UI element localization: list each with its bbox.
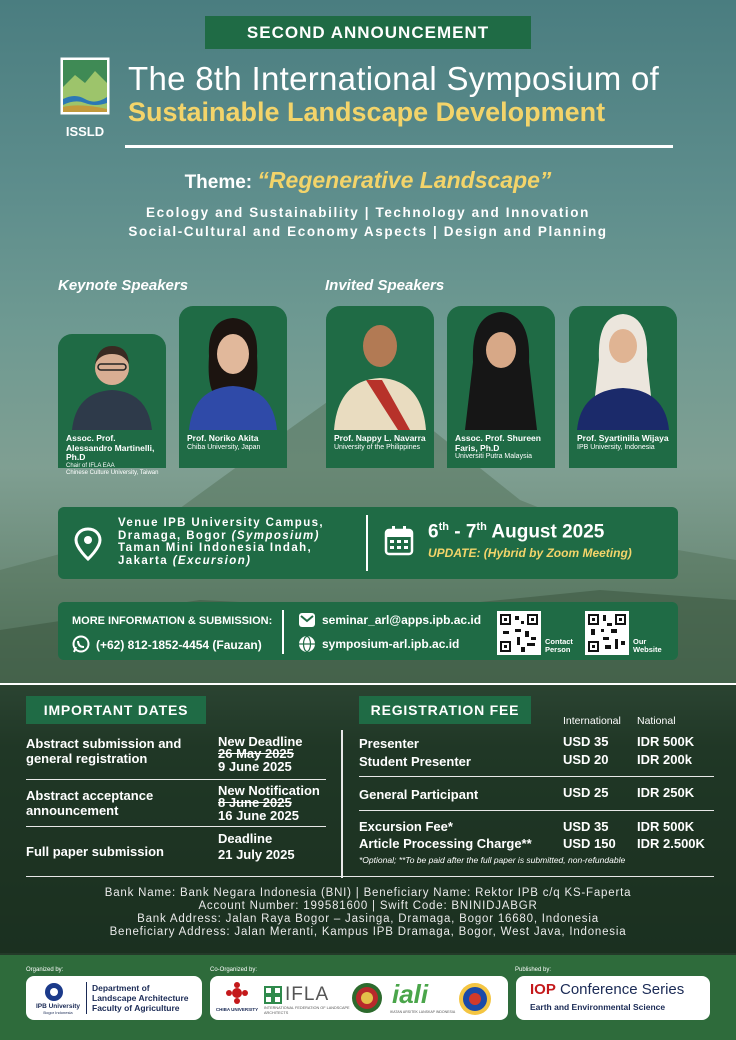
title-divider — [125, 145, 673, 148]
theme-value: “Regenerative Landscape” — [257, 167, 552, 193]
col-international: International — [563, 715, 621, 727]
date-item: Abstract acceptance announcement — [26, 788, 154, 818]
iali-sub: IKATAN ARSITEK LANSKAP INDONESIA — [390, 1010, 456, 1014]
speaker-card — [58, 334, 166, 476]
speaker-affiliation: Universiti Putra Malaysia — [455, 453, 533, 460]
date-new: 9 June 2025 — [218, 759, 292, 774]
location-pin-icon — [74, 527, 102, 561]
speaker-affiliation: IPB University, Indonesia — [577, 443, 655, 451]
invited-heading: Invited Speakers — [325, 277, 445, 294]
date-item: Full paper submission — [26, 844, 164, 859]
fee-item: Presenter — [359, 736, 419, 751]
fee-natl: IDR 250K — [637, 785, 695, 800]
logo-text: ISSLD — [65, 124, 105, 139]
ifla-name: IFLA — [285, 984, 330, 1005]
ipb-emblem-icon — [44, 982, 64, 1002]
ipb-name: IPB University — [35, 1003, 81, 1010]
bank-line-4: Beneficiary Address: Jalan Meranti, Kampus IPB Dramaga, Bogor, West Java, Indonesia — [109, 926, 627, 938]
venue-line-1: Venue IPB University Campus, — [118, 517, 325, 529]
speaker-photo — [58, 334, 166, 430]
iop-sub: Earth and Environmental Science — [530, 1002, 666, 1012]
date-item: Abstract submission and general registration — [26, 736, 182, 766]
speaker-affiliation: Chiba University, Japan — [187, 443, 261, 451]
fee-item: Excursion Fee* — [359, 819, 453, 834]
dates-fee-divider — [341, 730, 343, 878]
ipb-sub: Bogor Indonesia — [43, 1010, 73, 1015]
info-panel — [58, 602, 678, 660]
speaker-card — [447, 306, 555, 468]
venue-line-4: Jakarta (Excursion) — [118, 554, 252, 567]
issld-logo — [60, 57, 110, 139]
fee-item: General Participant — [359, 787, 479, 802]
department-name: Department of Landscape Architecture Faculty of Agriculture — [92, 983, 189, 1013]
globe-icon — [298, 635, 316, 653]
speaker-name: Prof. Syartinilia Wijaya — [577, 433, 669, 443]
bank-divider — [26, 876, 714, 877]
date-old: 8 June 2025 — [218, 795, 292, 810]
website-link[interactable]: symposium-arl.ipb.ac.id — [322, 637, 460, 651]
co-organizer-logos — [210, 976, 508, 1020]
iali-name: iali — [392, 979, 429, 1009]
organized-by-label: Organized by: — [26, 967, 64, 973]
university-seal-icon — [351, 982, 383, 1014]
venue-divider — [366, 515, 368, 571]
date-new: 16 June 2025 — [218, 808, 299, 823]
calendar-icon — [384, 525, 414, 557]
qr-code-website[interactable] — [585, 611, 629, 655]
fee-natl: IDR 500K — [637, 734, 695, 749]
fee-intl: USD 25 — [563, 785, 609, 800]
venue-line-3: Taman Mini Indonesia Indah, — [118, 542, 313, 554]
fee-item: Student Presenter — [359, 754, 471, 769]
published-by-label: Published by: — [515, 967, 552, 973]
speaker-name: Assoc. Prof. Alessandro Martinelli, Ph.D — [66, 433, 155, 462]
venue-line-2: Dramaga, Bogor (Symposium) — [118, 529, 320, 542]
dates-heading: IMPORTANT DATES — [26, 696, 206, 724]
fee-intl: USD 20 — [563, 752, 609, 767]
date-label: Deadline — [218, 831, 273, 846]
fee-item: Article Processing Charge** — [359, 836, 532, 851]
email-link[interactable]: seminar_arl@apps.ipb.ac.id — [322, 613, 482, 627]
topics-line-1: Ecology and Sustainability | Technology and Innovation — [146, 205, 590, 220]
fee-note: *Optional; **To be paid after the full paper is submitted, non-refundable — [359, 855, 626, 865]
fee-natl: IDR 200k — [637, 752, 692, 767]
theme-label: Theme: — [184, 172, 258, 193]
association-seal-icon — [458, 982, 492, 1016]
logo-divider — [86, 982, 87, 1014]
organizer-logo — [26, 976, 202, 1020]
announcement-banner: SECOND ANNOUNCEMENT — [205, 16, 531, 49]
bank-line-3: Bank Address: Jalan Raya Bogor – Jasinga, Dramaga, Bogor 16680, Indonesia — [137, 913, 599, 925]
speaker-photo — [326, 306, 434, 430]
ifla-emblem-icon — [264, 986, 282, 1004]
bank-info — [0, 887, 736, 939]
co-organized-by-label: Co-Organized by: — [210, 967, 258, 973]
chiba-emblem-icon — [226, 982, 248, 1004]
theme — [0, 167, 736, 194]
title-line-2: Sustainable Landscape Development — [128, 97, 606, 127]
row-divider — [359, 810, 714, 811]
publisher-logo — [516, 976, 710, 1020]
speaker-photo — [179, 306, 287, 430]
date-old: 26 May 2025 — [218, 746, 294, 761]
title-line-1: The 8th International Symposium of — [128, 60, 660, 97]
venue-panel — [58, 507, 678, 579]
date-label: New Notification — [218, 783, 320, 798]
event-date: 6th - 7th August 2025 — [428, 521, 605, 543]
date-label: New Deadline — [218, 734, 303, 749]
fee-intl: USD 35 — [563, 819, 609, 834]
speaker-photo — [569, 306, 677, 430]
chiba-name: CHIBA UNIVERSITY — [215, 1007, 259, 1012]
speaker-name: Prof. Nappy L. Navarra — [334, 433, 426, 443]
speaker-card — [569, 306, 677, 468]
footer — [0, 955, 736, 1040]
bank-line-2: Account Number: 199581600 | Swift Code: BNINIDJABGR — [198, 900, 538, 912]
fee-intl: USD 35 — [563, 734, 609, 749]
row-divider — [359, 776, 714, 777]
update-note: UPDATE: (Hybrid by Zoom Meeting) — [428, 546, 632, 560]
qr-code-contact[interactable] — [497, 611, 541, 655]
speaker-name: Prof. Noriko Akita — [187, 433, 259, 443]
topics-line-2: Social-Cultural and Economy Aspects | Design and Planning — [128, 224, 608, 239]
speaker-affiliation: University of the Philippines — [334, 443, 420, 451]
fee-natl: IDR 500K — [637, 819, 695, 834]
speaker-photo — [447, 306, 555, 430]
topics — [0, 203, 736, 241]
info-heading: MORE INFORMATION & SUBMISSION: — [72, 615, 273, 627]
speaker-card — [326, 306, 434, 468]
speaker-name: Assoc. Prof. Shureen Faris, Ph.D — [455, 433, 541, 453]
qr-contact-label: Contact Person — [545, 637, 573, 654]
bank-line-1: Bank Name: Bank Negara Indonesia (BNI) | Beneficiary Name: Rektor IPB c/q KS-Faperta — [104, 887, 632, 899]
speaker-affiliation: Chair of IFLA EAA Chinese Culture University, Taiwan — [66, 462, 159, 476]
info-divider — [282, 610, 284, 654]
fee-intl: USD 150 — [563, 836, 616, 851]
fee-heading: REGISTRATION FEE — [359, 696, 531, 724]
row-divider — [26, 779, 326, 780]
date-new: 21 July 2025 — [218, 847, 295, 862]
iop-title: IOP Conference Series — [530, 981, 685, 998]
phone-link[interactable]: (+62) 812-1852-4454 (Fauzan) — [96, 638, 262, 652]
row-divider — [26, 826, 326, 827]
speaker-card — [179, 306, 287, 468]
keynote-heading: Keynote Speakers — [58, 277, 189, 294]
col-national: National — [637, 715, 676, 727]
ifla-sub: INTERNATIONAL FEDERATION OF LANDSCAPE ARCHITECTS — [264, 1006, 350, 1015]
qr-website-label: Our Website — [633, 637, 662, 654]
email-icon — [298, 612, 316, 628]
section-divider — [0, 683, 736, 685]
logo-mountain-icon — [60, 57, 110, 115]
whatsapp-icon — [72, 635, 90, 653]
venue-text — [118, 517, 324, 567]
fee-natl: IDR 2.500K — [637, 836, 705, 851]
